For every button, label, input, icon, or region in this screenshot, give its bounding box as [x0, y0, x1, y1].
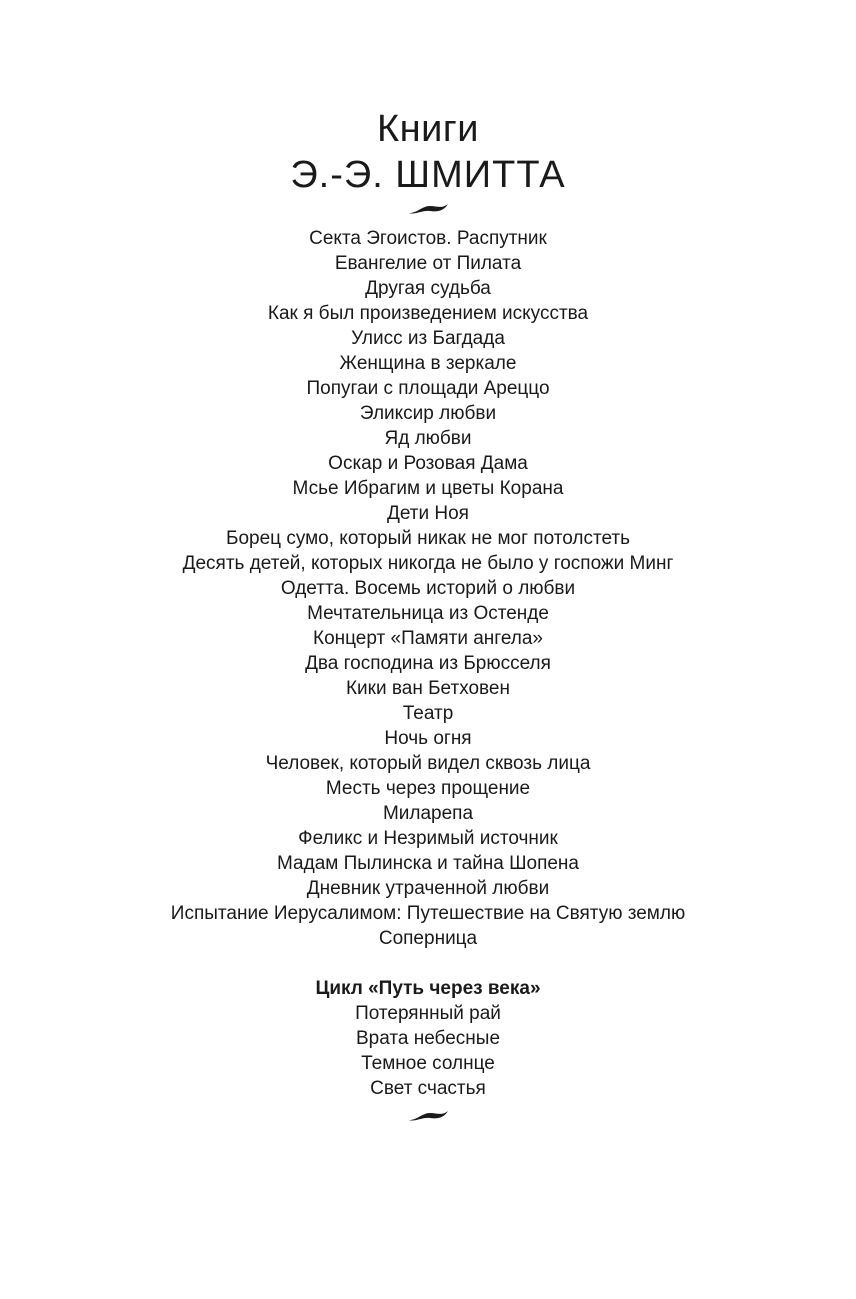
book-title: Феликс и Незримый источник [298, 828, 558, 849]
book-title: Евангелие от Пилата [334, 253, 522, 274]
book-title: Испытание Иерусалимом: Путешествие на Святую землю [170, 903, 686, 924]
book-title: Десять детей, которых никогда не было у госпожи Минг [182, 553, 674, 574]
swash-ornament-icon [406, 202, 450, 216]
book-title: Женщина в зеркале [339, 353, 517, 374]
book-title: Одетта. Восемь историй о любви [280, 578, 576, 599]
book-title: Ночь огня [384, 728, 472, 749]
book-title: Театр [402, 703, 454, 724]
book-title: Мечтательница из Остенде [307, 603, 549, 624]
book-title: Секта Эгоистов. Распутник [309, 228, 547, 249]
book-title: Попугаи с площади Ареццо [306, 378, 550, 399]
book-title: Человек, который видел сквозь лица [265, 753, 591, 774]
book-title: Как я был произведением искусства [267, 303, 589, 324]
book-title: Яд любви [384, 428, 472, 449]
cycle-book-title: Темное солнце [361, 1053, 495, 1074]
book-title: Мсье Ибрагим и цветы Корана [292, 478, 564, 499]
swash-ornament-icon [406, 1109, 450, 1123]
cycle-books-list [0, 1001, 856, 1101]
book-title: Соперница [378, 928, 478, 949]
book-title: Оскар и Розовая Дама [328, 453, 528, 474]
book-title: Мадам Пылинска и тайна Шопена [277, 853, 579, 874]
books-list [0, 226, 856, 951]
book-title: Два господина из Брюсселя [305, 653, 551, 674]
book-title: Месть через прощение [325, 778, 531, 799]
cycle-book-title: Врата небесные [355, 1028, 501, 1049]
book-title: Концерт «Памяти ангела» [313, 628, 543, 649]
cycle-book-title: Свет счастья [370, 1078, 486, 1099]
book-title: Улисс из Багдада [351, 328, 505, 349]
book-title: Кики ван Бетховен [345, 678, 510, 699]
book-title: Миларепа [382, 803, 474, 824]
cycle-title: Цикл «Путь через века» [315, 978, 541, 999]
book-title: Борец сумо, который никак не мог потолстеть [225, 528, 630, 549]
page-title-books: Книги [377, 108, 479, 150]
page-title-author: Э.-Э. ШМИТТА [290, 154, 566, 196]
book-title: Дневник утраченной любви [306, 878, 550, 899]
cycle-book-title: Потерянный рай [355, 1003, 501, 1024]
book-title: Эликсир любви [359, 403, 497, 424]
book-title: Другая судьба [365, 278, 491, 299]
book-title: Дети Ноя [387, 503, 469, 524]
